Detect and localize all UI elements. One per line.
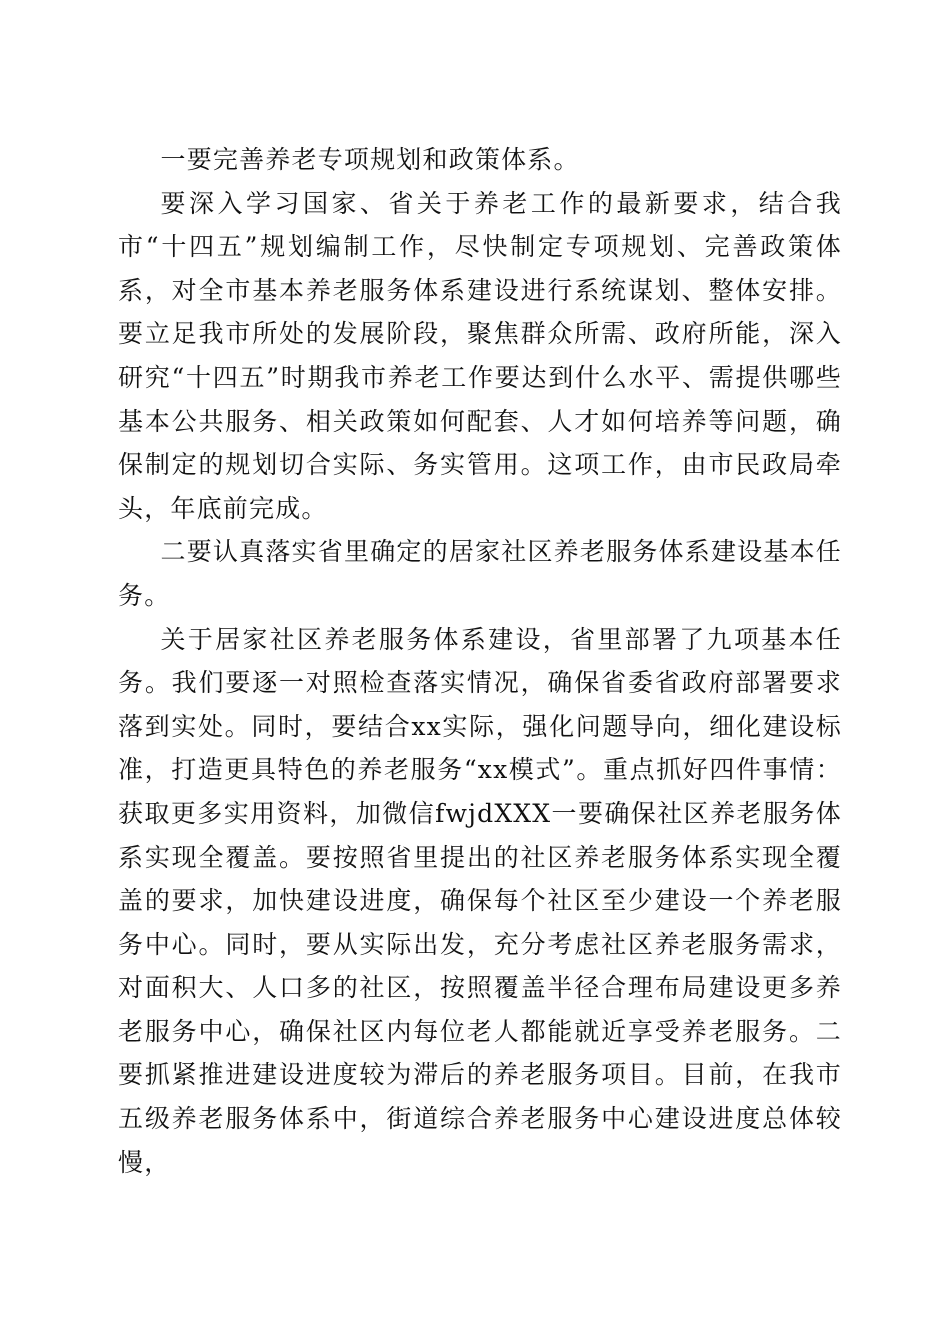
paragraph-heading-2: 二要认真落实省里确定的居家社区养老服务体系建设基本任务。: [118, 537, 842, 610]
paragraph-body-1: 要深入学习国家、省关于养老工作的最新要求，结合我市“十四五”规划编制工作，尽快制定专项规划、完善政策体系，对全市基本养老服务体系建设进行系统谋划、整体安排。要立足我市所处的发展阶段，聚焦群众所需、政府所能，深入研究“十四五”时期我市养老工作要达到什么水平、需提供哪些基本公共服务、相关政策如何配套、人才如何培养等问题，确保制定的规划切合实际、务实管用。这项工作，由市民政局牵头，年底前完成。: [118, 188, 842, 523]
paragraph-body-2: 关于居家社区养老服务体系建设，省里部署了九项基本任务。我们要逐一对照检查落实情况，确保省委省政府部署要求落到实处。同时，要结合xx实际，强化问题导向，细化建设标准，打造更具特色的养老服务“xx模式”。重点抓好四件事情：获取更多实用资料，加微信fwjdXXX一要确保社区养老服务体系实现全覆盖。要按照省里提出的社区养老服务体系实现全覆盖的要求，加快建设进度，确保每个社区至少建设一个养老服务中心。同时，要从实际出发，充分考虑社区养老服务需求，对面积大、人口多的社区，按照覆盖半径合理布局建设更多养老服务中心，确保社区内每位老人都能就近享受养老服务。二要抓紧推进建设进度较为滞后的养老服务项目。目前，在我市五级养老服务体系中，街道综合养老服务中心建设进度总体较慢，: [118, 624, 842, 1177]
document-body: [118, 138, 842, 1184]
paragraph-heading-1: 一要完善养老专项规划和政策体系。: [160, 145, 580, 174]
